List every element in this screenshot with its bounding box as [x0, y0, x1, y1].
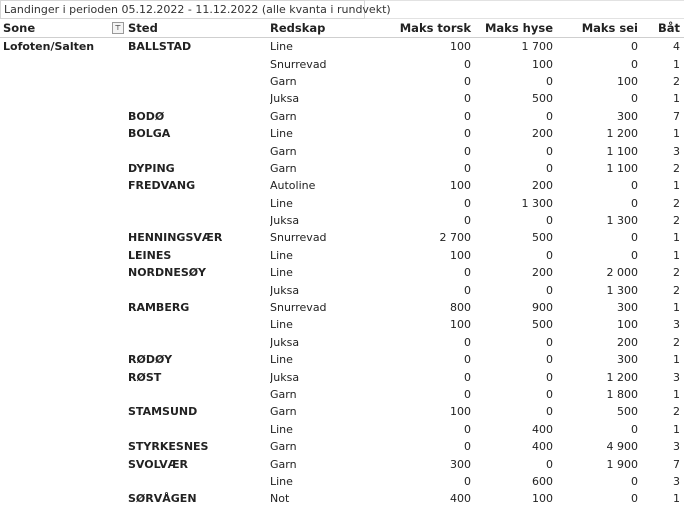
cell-bat: 2 — [673, 335, 680, 349]
cell-maks-torsk: 800 — [450, 301, 471, 315]
table-row — [0, 55, 684, 72]
cell-sone — [0, 334, 128, 351]
table-row — [0, 281, 684, 298]
cell-redskap: Garn — [270, 161, 297, 175]
cell-maks-torsk: 300 — [450, 457, 471, 471]
cell-maks-hyse: 0 — [546, 457, 553, 471]
cell-redskap: Line — [270, 422, 293, 436]
cell-maks-sei: 300 — [617, 353, 638, 367]
cell-maks-torsk: 0 — [464, 370, 471, 384]
cell-maks-hyse: 900 — [532, 301, 553, 315]
header-row — [0, 19, 684, 38]
cell-maks-sei: 200 — [617, 335, 638, 349]
table-row — [0, 90, 684, 107]
cell-redskap: Garn — [270, 405, 297, 419]
cell-redskap: Line — [270, 353, 293, 367]
cell-maks-sei: 2 000 — [606, 266, 638, 280]
cell-sted: RØDØY — [128, 353, 173, 367]
cell-redskap: Line — [270, 318, 293, 332]
cell-sone — [0, 351, 128, 368]
cell-sted: HENNINGSVÆR — [128, 231, 223, 245]
table-row — [0, 73, 684, 90]
cell-maks-sei: 300 — [617, 301, 638, 315]
cell-maks-torsk: 100 — [450, 318, 471, 332]
cell-maks-hyse: 500 — [532, 231, 553, 245]
cell-redskap: Juksa — [270, 283, 300, 297]
cell-sted: SØRVÅGEN — [128, 492, 197, 506]
cell-sone: Lofoten/Salten — [3, 40, 95, 54]
cell-maks-hyse: 1 300 — [521, 196, 553, 210]
cell-sted — [128, 90, 270, 107]
cell-maks-hyse: 600 — [532, 474, 553, 488]
cell-maks-sei: 0 — [631, 248, 638, 262]
table-row — [0, 455, 684, 472]
cell-bat: 3 — [673, 318, 680, 332]
column-header-bat[interactable]: Båt — [642, 19, 684, 38]
cell-sone — [0, 438, 128, 455]
cell-bat: 1 — [673, 179, 680, 193]
table-row — [0, 334, 684, 351]
cell-maks-torsk: 100 — [450, 179, 471, 193]
cell-redskap: Garn — [270, 144, 297, 158]
cell-bat: 3 — [673, 144, 680, 158]
cell-bat: 1 — [673, 492, 680, 506]
cell-bat: 7 — [673, 109, 680, 123]
table-row — [0, 142, 684, 159]
cell-maks-torsk: 0 — [464, 353, 471, 367]
cell-maks-sei: 0 — [631, 474, 638, 488]
cell-sted — [128, 316, 270, 333]
cell-redskap: Juksa — [270, 335, 300, 349]
cell-redskap: Autoline — [270, 179, 316, 193]
cell-sone — [0, 73, 128, 90]
table-row — [0, 386, 684, 403]
cell-redskap: Line — [270, 248, 293, 262]
cell-sted: LEINES — [128, 248, 172, 262]
cell-maks-sei: 0 — [631, 179, 638, 193]
cell-maks-torsk: 0 — [464, 266, 471, 280]
cell-bat: 2 — [673, 266, 680, 280]
cell-maks-torsk: 0 — [464, 92, 471, 106]
cell-bat: 1 — [673, 57, 680, 71]
cell-sone — [0, 55, 128, 72]
cell-maks-hyse: 1 700 — [521, 40, 553, 54]
cell-redskap: Garn — [270, 457, 297, 471]
cell-maks-hyse: 100 — [532, 57, 553, 71]
cell-bat: 1 — [673, 353, 680, 367]
cell-sone — [0, 229, 128, 246]
cell-sted — [128, 334, 270, 351]
title-row-grid — [365, 0, 684, 19]
cell-sone — [0, 195, 128, 212]
cell-bat: 1 — [673, 231, 680, 245]
cell-bat: 7 — [673, 457, 680, 471]
cell-sted — [128, 142, 270, 159]
cell-sted: BODØ — [128, 109, 165, 123]
table-row — [0, 473, 684, 490]
cell-bat: 2 — [673, 196, 680, 210]
cell-maks-hyse: 400 — [532, 422, 553, 436]
cell-maks-hyse: 500 — [532, 318, 553, 332]
cell-sted: RØST — [128, 370, 162, 384]
cell-maks-sei: 1 900 — [606, 457, 638, 471]
cell-maks-torsk: 0 — [464, 440, 471, 454]
cell-maks-sei: 100 — [617, 74, 638, 88]
cell-maks-torsk: 0 — [464, 161, 471, 175]
table-row — [0, 299, 684, 316]
column-header-maks-sei[interactable]: Maks sei — [557, 19, 642, 38]
cell-redskap: Line — [270, 266, 293, 280]
cell-redskap: Juksa — [270, 214, 300, 228]
cell-maks-torsk: 0 — [464, 144, 471, 158]
cell-maks-hyse: 200 — [532, 266, 553, 280]
cell-maks-hyse: 500 — [532, 92, 553, 106]
cell-bat: 1 — [673, 92, 680, 106]
table-row — [0, 212, 684, 229]
cell-maks-sei: 0 — [631, 196, 638, 210]
cell-maks-torsk: 0 — [464, 127, 471, 141]
cell-maks-sei: 1 200 — [606, 370, 638, 384]
cell-bat: 1 — [673, 127, 680, 141]
cell-maks-hyse: 0 — [546, 370, 553, 384]
cell-redskap: Garn — [270, 388, 297, 401]
cell-bat: 3 — [673, 440, 680, 454]
cell-maks-hyse: 400 — [532, 440, 553, 454]
cell-sted — [128, 421, 270, 438]
cell-maks-hyse: 0 — [546, 161, 553, 175]
cell-maks-sei: 300 — [617, 109, 638, 123]
cell-redskap: Snurrevad — [270, 231, 327, 245]
cell-sone — [0, 160, 128, 177]
cell-maks-torsk: 0 — [464, 214, 471, 228]
cell-maks-hyse: 0 — [546, 109, 553, 123]
cell-redskap: Line — [270, 474, 293, 488]
cell-maks-sei: 0 — [631, 40, 638, 54]
cell-maks-sei: 0 — [631, 92, 638, 106]
cell-sone — [0, 386, 128, 403]
cell-redskap: Not — [270, 492, 290, 506]
cell-maks-hyse: 200 — [532, 127, 553, 141]
cell-maks-torsk: 0 — [464, 474, 471, 488]
cell-bat: 2 — [673, 214, 680, 228]
cell-maks-sei: 100 — [617, 318, 638, 332]
cell-maks-sei: 1 100 — [606, 144, 638, 158]
cell-maks-hyse: 0 — [546, 283, 553, 297]
cell-sone — [0, 473, 128, 490]
cell-maks-hyse: 0 — [546, 353, 553, 367]
table-row — [0, 351, 684, 368]
cell-sted: DYPING — [128, 161, 175, 175]
column-header-redskap[interactable]: Redskap — [270, 19, 365, 38]
column-header-sted[interactable]: Sted — [128, 19, 270, 38]
cell-sted — [128, 281, 270, 298]
column-header-maks-hyse[interactable]: Maks hyse — [475, 19, 557, 38]
cell-redskap: Snurrevad — [270, 301, 327, 315]
cell-sted: BALLSTAD — [128, 40, 192, 54]
cell-maks-sei: 0 — [631, 231, 638, 245]
cell-redskap: Line — [270, 127, 293, 141]
cell-maks-torsk: 0 — [464, 283, 471, 297]
table-row — [0, 125, 684, 142]
table-row — [0, 247, 684, 264]
cell-sted: STYRKESNES — [128, 440, 209, 454]
cell-maks-torsk: 0 — [464, 74, 471, 88]
cell-sted: NORDNESØY — [128, 266, 206, 280]
cell-maks-sei: 500 — [617, 405, 638, 419]
table-row — [0, 316, 684, 333]
cell-maks-sei: 0 — [631, 422, 638, 436]
column-header-maks-torsk[interactable]: Maks torsk — [365, 19, 475, 38]
cell-maks-sei: 4 900 — [606, 440, 638, 454]
cell-sted — [128, 55, 270, 72]
table-row — [0, 160, 684, 177]
cell-sone — [0, 264, 128, 281]
table-row — [0, 195, 684, 212]
cell-sted — [128, 473, 270, 490]
cell-bat: 1 — [673, 248, 680, 262]
cell-redskap: Garn — [270, 109, 297, 123]
cell-sted: RAMBERG — [128, 301, 190, 315]
report-title: Landinger i perioden 05.12.2022 - 11.12.2022 (alle kvanta i rundvekt) — [0, 0, 365, 19]
filter-icon[interactable]: ⊤ — [112, 22, 124, 34]
table-row — [0, 177, 684, 194]
cell-maks-torsk: 400 — [450, 492, 471, 506]
cell-maks-sei: 1 300 — [606, 283, 638, 297]
cell-maks-hyse: 0 — [546, 335, 553, 349]
cell-sted: SVOLVÆR — [128, 457, 189, 471]
column-header-sone-label: Sone — [3, 21, 36, 35]
cell-bat: 2 — [673, 74, 680, 88]
cell-bat: 1 — [673, 422, 680, 436]
table-row — [0, 490, 684, 507]
cell-maks-torsk: 0 — [464, 335, 471, 349]
cell-sone — [0, 421, 128, 438]
table-row — [0, 38, 684, 56]
cell-maks-hyse: 200 — [532, 179, 553, 193]
landings-table — [0, 19, 684, 508]
cell-maks-hyse: 0 — [546, 74, 553, 88]
cell-sted: STAMSUND — [128, 405, 198, 419]
cell-sted — [128, 212, 270, 229]
cell-maks-hyse: 0 — [546, 405, 553, 419]
cell-sone — [0, 142, 128, 159]
cell-bat: 3 — [673, 370, 680, 384]
cell-redskap: Snurrevad — [270, 57, 327, 71]
cell-sone — [0, 455, 128, 472]
cell-sone — [0, 247, 128, 264]
cell-sone — [0, 281, 128, 298]
cell-bat: 2 — [673, 161, 680, 175]
cell-maks-torsk: 100 — [450, 405, 471, 419]
cell-maks-hyse: 0 — [546, 248, 553, 262]
cell-redskap: Line — [270, 40, 293, 54]
cell-maks-torsk: 2 700 — [439, 231, 471, 245]
table-row — [0, 403, 684, 420]
cell-sted — [128, 195, 270, 212]
cell-maks-hyse: 0 — [546, 144, 553, 158]
cell-sone — [0, 90, 128, 107]
cell-redskap: Garn — [270, 440, 297, 454]
table-row — [0, 229, 684, 246]
cell-sone — [0, 403, 128, 420]
cell-redskap: Garn — [270, 74, 297, 88]
cell-maks-torsk: 0 — [464, 388, 471, 401]
cell-redskap: Juksa — [270, 92, 300, 106]
cell-maks-sei: 1 800 — [606, 388, 638, 401]
cell-maks-torsk: 0 — [464, 196, 471, 210]
cell-sone — [0, 177, 128, 194]
cell-maks-torsk: 0 — [464, 57, 471, 71]
cell-maks-torsk: 0 — [464, 109, 471, 123]
cell-sone — [0, 490, 128, 507]
table-row — [0, 438, 684, 455]
cell-bat: 2 — [673, 283, 680, 297]
cell-bat: 4 — [673, 40, 680, 54]
table-row — [0, 368, 684, 385]
cell-sone — [0, 212, 128, 229]
cell-sted: BOLGA — [128, 127, 171, 141]
cell-redskap: Juksa — [270, 370, 300, 384]
cell-maks-hyse: 0 — [546, 214, 553, 228]
cell-maks-hyse: 0 — [546, 388, 553, 401]
table-row — [0, 264, 684, 281]
cell-maks-torsk: 100 — [450, 248, 471, 262]
cell-sted — [128, 73, 270, 90]
cell-maks-torsk: 100 — [450, 40, 471, 54]
cell-maks-hyse: 100 — [532, 492, 553, 506]
cell-sone — [0, 368, 128, 385]
cell-sted — [128, 386, 270, 403]
cell-maks-sei: 1 200 — [606, 127, 638, 141]
cell-bat: 1 — [673, 388, 680, 401]
cell-maks-sei: 1 300 — [606, 214, 638, 228]
cell-sone — [0, 299, 128, 316]
cell-bat: 3 — [673, 474, 680, 488]
cell-maks-sei: 0 — [631, 492, 638, 506]
cell-bat: 2 — [673, 405, 680, 419]
cell-sted: FREDVANG — [128, 179, 196, 193]
column-header-sone[interactable] — [0, 19, 128, 38]
cell-sone — [0, 108, 128, 125]
cell-maks-torsk: 0 — [464, 422, 471, 436]
cell-maks-sei: 0 — [631, 57, 638, 71]
table-row — [0, 421, 684, 438]
cell-sone — [0, 316, 128, 333]
table-row — [0, 108, 684, 125]
cell-sone — [0, 125, 128, 142]
cell-bat: 1 — [673, 301, 680, 315]
cell-redskap: Line — [270, 196, 293, 210]
cell-maks-sei: 1 100 — [606, 161, 638, 175]
